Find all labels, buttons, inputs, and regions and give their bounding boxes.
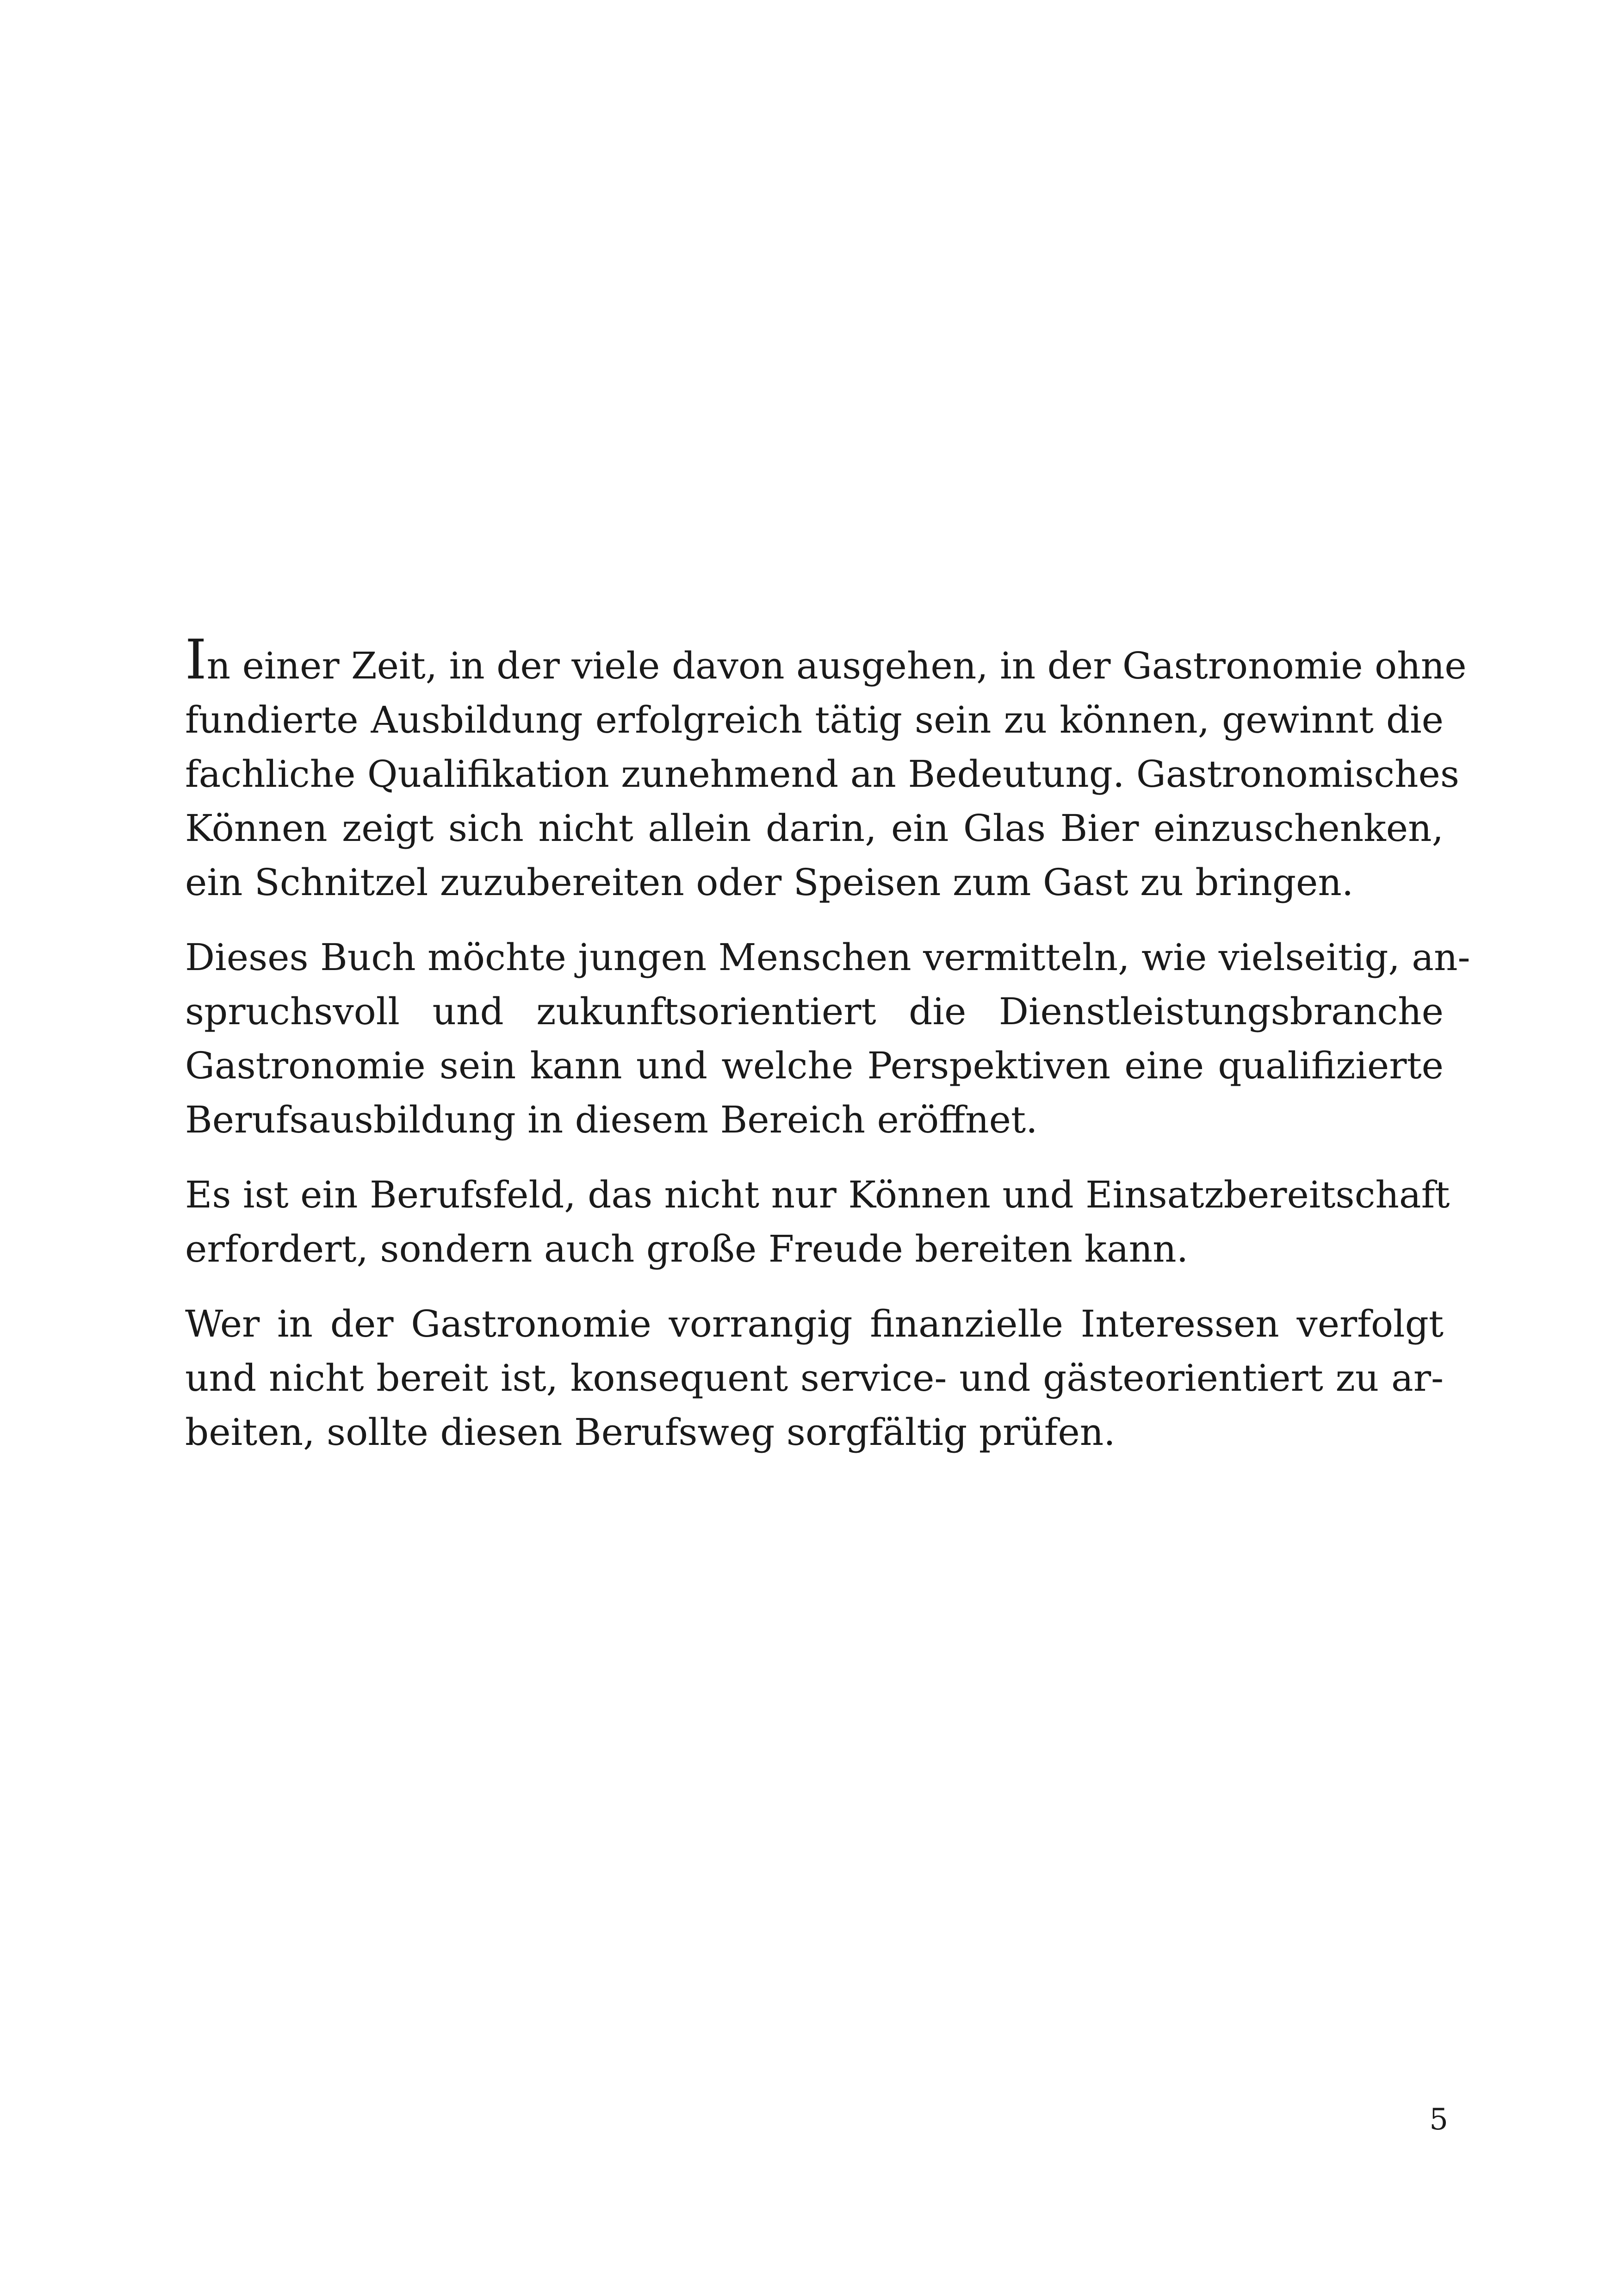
text-line [185,628,1467,693]
paragraph-3 [185,1168,1450,1276]
text-line: Dieses Buch möchte jungen Menschen vermitteln, wie vielseitig, an- [185,936,1470,979]
text-line: fundierte Ausbildung erfolgreich tätig sein zu können, gewinnt die [185,698,1444,741]
paragraph-1 [185,628,1467,909]
body-text [185,628,1470,1480]
paragraph-2 [185,930,1470,1147]
text-line: ein Schnitzel zuzubereiten oder Speisen zum Gast zu bringen. [185,861,1354,904]
drop-cap: I [185,628,207,691]
text-line: beiten, sollte diesen Berufsweg sorgfältig prüfen. [185,1411,1116,1454]
text-line: und nicht bereit ist, konsequent service- und gästeorientiert zu ar- [185,1356,1444,1400]
text-line: Gastronomie sein kann und welche Perspektiven eine qualifizierte [185,1044,1444,1087]
page-number: 5 [1429,2103,1448,2137]
paragraph-4 [185,1297,1444,1459]
text-line: Es ist ein Berufsfeld, das nicht nur Können und Einsatzbereitschaft [185,1173,1450,1216]
text-line: erfordert, sondern auch große Freude bereiten kann. [185,1227,1189,1270]
text-line: Wer in der Gastronomie vorrangig finanzielle Interessen verfolgt [185,1302,1444,1345]
text-line-content: n einer Zeit, in der viele davon ausgehen, in der Gastronomie ohne [206,644,1467,687]
text-line: fachliche Qualifikation zunehmend an Bedeutung. Gastronomisches [185,753,1459,796]
text-line: Können zeigt sich nicht allein darin, ein Glas Bier einzuschenken, [185,807,1444,850]
text-line: Berufsausbildung in diesem Bereich eröffnet. [185,1098,1038,1141]
text-line: spruchsvoll und zukunftsorientiert die Dienstleistungsbranche [185,990,1444,1033]
